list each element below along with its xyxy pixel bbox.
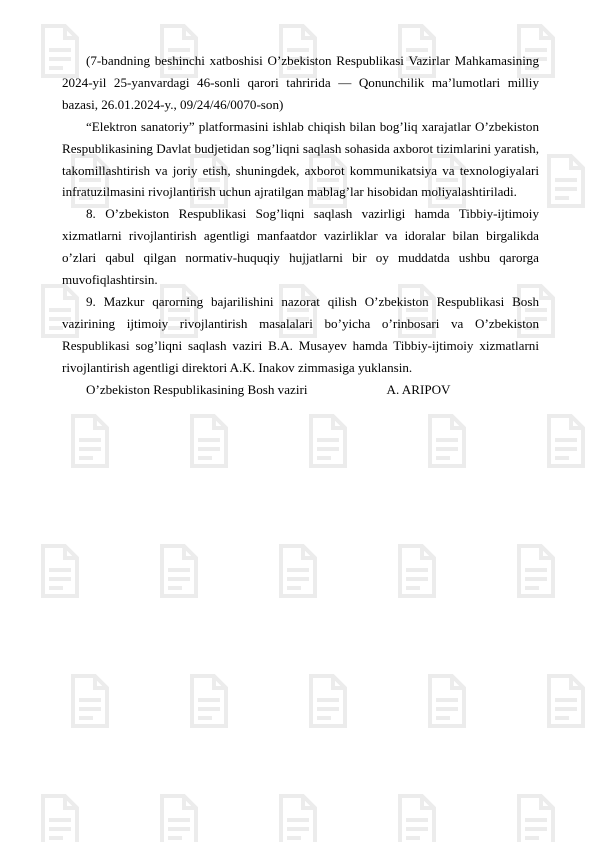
signature-name: A. ARIPOV (386, 381, 451, 397)
document-logo-icon (386, 540, 448, 607)
document-logo-icon (416, 670, 478, 737)
document-logo-icon (297, 410, 359, 477)
document-logo-icon (416, 410, 478, 477)
watermark-row (0, 540, 595, 607)
paragraph-financing: “Elektron sanatoriy” platformasini ishlab chiqish bilan bog’liq xarajatlar O’zbekiston Respublikasining Davlat budjetidan sog’liqni saqlash sohasida axborot tizimlarini yaratish, takomillashtirish va joriy etish, shuningdek, axborot kommunikatsiya va texnologiyalari infratuzilmasini rivojlantirish uchun ajratilgan mablag’lar hisobidan moliyalashtiriladi. (62, 118, 539, 200)
document-logo-icon (59, 670, 121, 737)
document-logo-icon (505, 790, 567, 842)
document-logo-icon (535, 410, 595, 477)
document-logo-icon (535, 670, 595, 737)
document-logo-icon (148, 540, 210, 607)
paragraph-item-8: 8. O’zbekiston Respublikasi Sog’liqni saqlash vazirligi hamda Tibbiy-ijtimoiy xizmatlarni rivojlantirish agentligi manfaatdor vazirliklar va idoralar bilan birgalikda o’zlari qabul qilgan normativ-huquqiy hujjatlarni bir oy muddatda ushbu qarorga muvofiqlashtirsin. (62, 206, 539, 288)
document-logo-icon (148, 790, 210, 842)
document-logo-icon (267, 540, 329, 607)
document-logo-icon (178, 670, 240, 737)
document-logo-icon (267, 790, 329, 842)
watermark-row (0, 790, 595, 842)
watermark-row (30, 670, 595, 737)
document-logo-icon (505, 540, 567, 607)
watermark-row (30, 410, 595, 477)
document-logo-icon (386, 790, 448, 842)
document-logo-icon (178, 410, 240, 477)
paragraph-amendment-note: (7-bandning beshinchi xatboshisi O’zbekiston Respublikasi Vazirlar Mahkamasining 2024-yil 25-yanvardagi 46-sonli qarori tahririda — Qonunchilik ma’lumotlari milliy bazasi, 26.01.2024-y., 09/24/46/0070-son) (62, 53, 539, 112)
document-logo-icon (29, 540, 91, 607)
document-logo-icon (297, 670, 359, 737)
document-logo-icon (29, 790, 91, 842)
document-page (62, 50, 539, 401)
signature-title: O’zbekiston Respublikasining Bosh vaziri (86, 381, 308, 397)
signature-line (62, 379, 539, 401)
paragraph-item-9: 9. Mazkur qarorning bajarilishini nazorat qilish O’zbekiston Respublikasi Bosh vazirining ijtimoiy rivojlantirish masalalari bo’yicha o’rinbosari va O’zbekiston Respublikasi sog’liqni saqlash vaziri B.A. Musayev hamda Tibbiy-ijtimoiy xizmatlarni rivojlantirish agentligi direktori A.K. Inakov zimmasiga yuklansin. (62, 293, 539, 375)
document-logo-icon (535, 150, 595, 217)
document-logo-icon (59, 410, 121, 477)
